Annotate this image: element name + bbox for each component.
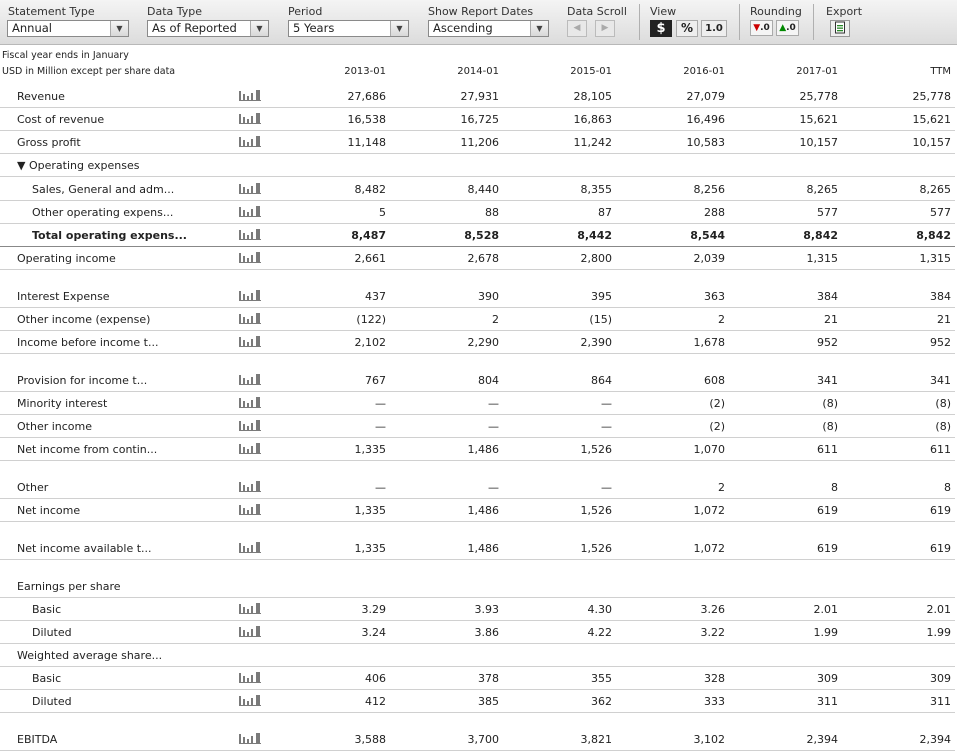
cell-value: 16,725 — [460, 113, 499, 126]
cell-value: 1,335 — [354, 443, 386, 456]
cell-value: 1,315 — [919, 252, 951, 265]
row-label: Diluted — [32, 695, 72, 708]
view-ratio-button[interactable]: 1.0 — [701, 20, 727, 37]
bar-chart-icon[interactable] — [239, 252, 261, 263]
row-label: Provision for income t... — [17, 374, 148, 387]
cell-value: 8,487 — [351, 229, 386, 242]
view-label: View — [650, 5, 677, 18]
row-label: Other income (expense) — [17, 313, 151, 326]
cell-value: 21 — [937, 313, 951, 326]
cell-value: (8) — [822, 397, 838, 410]
period-label: Period — [288, 5, 323, 18]
column-header: TTM — [930, 66, 951, 77]
table-row[interactable] — [0, 130, 955, 154]
cell-value: 8,265 — [919, 183, 951, 196]
bar-chart-icon[interactable] — [239, 481, 261, 492]
cell-value: 8,842 — [803, 229, 838, 242]
cell-value: 8,256 — [693, 183, 725, 196]
round-down-label: .0 — [760, 23, 770, 33]
table-row[interactable] — [0, 200, 955, 224]
row-label: Total operating expens... — [32, 229, 187, 242]
cell-value: 1,486 — [467, 443, 499, 456]
data-scroll-label: Data Scroll — [567, 5, 627, 18]
show-report-dates-label: Show Report Dates — [428, 5, 534, 18]
cell-value: 8 — [944, 481, 951, 494]
row-label: Net income available t... — [17, 542, 152, 555]
cell-value: 1.99 — [926, 626, 951, 639]
cell-value: 25,778 — [799, 90, 838, 103]
cell-value: 8 — [831, 481, 838, 494]
bar-chart-icon[interactable] — [239, 542, 261, 553]
toolbar — [0, 0, 957, 45]
table-row — [0, 153, 955, 177]
cell-value: 577 — [930, 206, 951, 219]
cell-value: 362 — [591, 695, 612, 708]
cell-value: 3.26 — [700, 603, 725, 616]
cell-value: 952 — [930, 336, 951, 349]
cell-value: 2 — [718, 481, 725, 494]
cell-value: 2,394 — [806, 733, 838, 746]
cell-value: (2) — [709, 397, 725, 410]
table-row[interactable] — [0, 437, 955, 461]
cell-value: 3,821 — [580, 733, 612, 746]
cell-value: (8) — [935, 420, 951, 433]
bar-chart-icon[interactable] — [239, 229, 261, 240]
cell-value: 341 — [930, 374, 951, 387]
cell-value: 8,440 — [467, 183, 499, 196]
cell-value: 2,039 — [693, 252, 725, 265]
cell-value: 8,544 — [690, 229, 725, 242]
cell-value: — — [601, 397, 612, 410]
row-label: Other — [17, 481, 49, 494]
cell-value: 2,800 — [580, 252, 612, 265]
table-row[interactable] — [0, 368, 955, 392]
cell-value: 3.86 — [474, 626, 499, 639]
column-header: 2015-01 — [570, 66, 612, 77]
table-row[interactable] — [0, 689, 955, 713]
period-dropdown[interactable] — [288, 20, 409, 37]
cell-value: 1,486 — [467, 542, 499, 555]
cell-value: 8,528 — [464, 229, 499, 242]
bar-chart-icon[interactable] — [239, 695, 261, 706]
cell-value: 804 — [478, 374, 499, 387]
bar-chart-icon[interactable] — [239, 113, 261, 124]
statement-type-label: Statement Type — [8, 5, 95, 18]
row-label: Diluted — [32, 626, 72, 639]
bar-chart-icon[interactable] — [239, 420, 261, 431]
cell-value: 288 — [704, 206, 725, 219]
bar-chart-icon[interactable] — [239, 183, 261, 194]
fiscal-year-note: Fiscal year ends in January — [2, 50, 129, 61]
round-up-button[interactable] — [776, 20, 799, 36]
table-row[interactable] — [0, 391, 955, 415]
cell-value: 385 — [478, 695, 499, 708]
row-label: Interest Expense — [17, 290, 110, 303]
export-document-icon — [834, 21, 846, 34]
table-row — [0, 643, 955, 667]
cell-value: 577 — [817, 206, 838, 219]
cell-value: — — [488, 481, 499, 494]
cell-value: 3.93 — [474, 603, 499, 616]
cell-value: 384 — [817, 290, 838, 303]
cell-value: 1,678 — [693, 336, 725, 349]
view-dollar-button[interactable]: $ — [650, 20, 672, 37]
table-row[interactable] — [0, 177, 955, 201]
cell-value: 406 — [365, 672, 386, 685]
period-value: 5 Years — [293, 21, 335, 35]
cell-value: 952 — [817, 336, 838, 349]
cell-value: 28,105 — [573, 90, 612, 103]
cell-value: — — [601, 420, 612, 433]
cell-value: 2,102 — [354, 336, 386, 349]
cell-value: 2,678 — [467, 252, 499, 265]
cell-value: (122) — [356, 313, 386, 326]
scroll-right-button[interactable] — [595, 20, 615, 37]
cell-value: 1,072 — [693, 504, 725, 517]
divider — [739, 4, 740, 40]
export-button[interactable] — [830, 20, 850, 37]
cell-value: 25,778 — [912, 90, 951, 103]
cell-value: 2,390 — [580, 336, 612, 349]
bar-chart-icon[interactable] — [239, 504, 261, 515]
cell-value: 16,538 — [347, 113, 386, 126]
row-label: Income before income t... — [17, 336, 159, 349]
cell-value: 341 — [817, 374, 838, 387]
table-row[interactable] — [0, 536, 955, 560]
cell-value: 4.22 — [587, 626, 612, 639]
cell-value: 611 — [817, 443, 838, 456]
cell-value: 15,621 — [799, 113, 838, 126]
cell-value: (8) — [935, 397, 951, 410]
row-label: Weighted average share... — [17, 649, 163, 662]
cell-value: 309 — [930, 672, 951, 685]
bar-chart-icon[interactable] — [239, 313, 261, 324]
row-label: Other operating expens... — [32, 206, 174, 219]
row-label: Operating income — [17, 252, 116, 265]
table-row[interactable] — [0, 666, 955, 690]
cell-value: 311 — [930, 695, 951, 708]
export-label: Export — [826, 5, 863, 18]
cell-value: 27,079 — [686, 90, 725, 103]
cell-value: 437 — [365, 290, 386, 303]
row-label: Revenue — [17, 90, 65, 103]
cell-value: 11,242 — [573, 136, 612, 149]
cell-value: 2 — [492, 313, 499, 326]
cell-value: 619 — [817, 542, 838, 555]
table-row[interactable] — [0, 246, 955, 270]
table-row[interactable] — [0, 330, 955, 354]
cell-value: 3.22 — [700, 626, 725, 639]
cell-value: 15,621 — [912, 113, 951, 126]
cell-value: 384 — [930, 290, 951, 303]
bar-chart-icon[interactable] — [239, 136, 261, 147]
cell-value: 11,148 — [347, 136, 386, 149]
bar-chart-icon[interactable] — [239, 397, 261, 408]
cell-value: — — [488, 420, 499, 433]
row-label: Other income — [17, 420, 93, 433]
cell-value: 619 — [930, 504, 951, 517]
cell-value: 1,526 — [580, 443, 612, 456]
cell-value: 390 — [478, 290, 499, 303]
units-note: USD in Million except per share data — [2, 66, 176, 77]
table-row[interactable] — [0, 414, 955, 438]
table-row[interactable] — [0, 284, 955, 308]
cell-value: 2.01 — [813, 603, 838, 616]
column-header: 2013-01 — [344, 66, 386, 77]
table-row[interactable] — [0, 84, 955, 108]
cell-value: 16,863 — [573, 113, 612, 126]
cell-value: — — [375, 481, 386, 494]
table-row[interactable] — [0, 223, 955, 247]
rounding-label: Rounding — [750, 5, 802, 18]
scroll-left-button[interactable] — [567, 20, 587, 37]
row-label: Sales, General and adm... — [32, 183, 175, 196]
cell-value: 608 — [704, 374, 725, 387]
cell-value: 8,355 — [580, 183, 612, 196]
row-label: Net income — [17, 504, 81, 517]
chevron-down-icon: ▼ — [530, 21, 548, 36]
cell-value: 619 — [817, 504, 838, 517]
chevron-down-icon: ▼ — [110, 21, 128, 36]
show-report-dates-value: Ascending — [433, 21, 493, 35]
divider — [639, 4, 640, 40]
cell-value: 8,482 — [354, 183, 386, 196]
data-type-dropdown[interactable] — [147, 20, 269, 37]
cell-value: 1,335 — [354, 504, 386, 517]
table-row[interactable] — [0, 597, 955, 621]
cell-value: 27,931 — [460, 90, 499, 103]
cell-value: 1.99 — [813, 626, 838, 639]
cell-value: 8,842 — [916, 229, 951, 242]
triangle-up-icon: ▲ — [779, 23, 787, 33]
table-row[interactable] — [0, 107, 955, 131]
table-row[interactable] — [0, 498, 955, 522]
cell-value: 1,335 — [354, 542, 386, 555]
cell-value: 1,315 — [806, 252, 838, 265]
cell-value: 2,661 — [354, 252, 386, 265]
chevron-down-icon: ▼ — [250, 21, 268, 36]
row-label: Gross profit — [17, 136, 81, 149]
chevron-down-icon: ▼ — [390, 21, 408, 36]
show-report-dates-dropdown[interactable] — [428, 20, 549, 37]
bar-chart-icon[interactable] — [239, 603, 261, 614]
cell-value: 611 — [930, 443, 951, 456]
column-header: 2016-01 — [683, 66, 725, 77]
cell-value: 11,206 — [460, 136, 499, 149]
row-label: EBITDA — [17, 733, 58, 746]
row-label: Basic — [32, 603, 62, 616]
row-label[interactable]: ▼ Operating expenses — [17, 159, 140, 172]
cell-value: 619 — [930, 542, 951, 555]
cell-value: 3,588 — [354, 733, 386, 746]
cell-value: 3.29 — [361, 603, 386, 616]
bar-chart-icon[interactable] — [239, 90, 261, 101]
cell-value: 2,394 — [919, 733, 951, 746]
table-row — [0, 574, 955, 598]
bar-chart-icon[interactable] — [239, 672, 261, 683]
round-down-button[interactable] — [750, 20, 773, 36]
cell-value: 2 — [718, 313, 725, 326]
cell-value: 1,072 — [693, 542, 725, 555]
bar-chart-icon[interactable] — [239, 336, 261, 347]
cell-value: (2) — [709, 420, 725, 433]
table-row[interactable] — [0, 307, 955, 331]
cell-value: (15) — [589, 313, 612, 326]
cell-value: (8) — [822, 420, 838, 433]
cell-value: — — [488, 397, 499, 410]
cell-value: 10,157 — [912, 136, 951, 149]
cell-value: 1,526 — [580, 542, 612, 555]
data-type-label: Data Type — [147, 5, 203, 18]
bar-chart-icon[interactable] — [239, 206, 261, 217]
cell-value: 8,442 — [577, 229, 612, 242]
cell-value: 864 — [591, 374, 612, 387]
cell-value: — — [375, 420, 386, 433]
row-label: Earnings per share — [17, 580, 121, 593]
view-percent-button[interactable]: % — [676, 20, 698, 37]
cell-value: 3,700 — [467, 733, 499, 746]
cell-value: 355 — [591, 672, 612, 685]
cell-value: 87 — [598, 206, 612, 219]
bar-chart-icon[interactable] — [239, 443, 261, 454]
cell-value: 378 — [478, 672, 499, 685]
bar-chart-icon[interactable] — [239, 733, 261, 744]
column-header: 2014-01 — [457, 66, 499, 77]
cell-value: 333 — [704, 695, 725, 708]
cell-value: 1,526 — [580, 504, 612, 517]
table-row[interactable] — [0, 620, 955, 644]
arrow-left-icon: ◀ — [573, 23, 581, 33]
round-up-label: .0 — [786, 23, 796, 33]
cell-value: 3.24 — [361, 626, 386, 639]
cell-value: 1,070 — [693, 443, 725, 456]
bar-chart-icon[interactable] — [239, 374, 261, 385]
cell-value: 309 — [817, 672, 838, 685]
bar-chart-icon[interactable] — [239, 290, 261, 301]
cell-value: 8,265 — [806, 183, 838, 196]
row-label: Net income from contin... — [17, 443, 158, 456]
cell-value: 27,686 — [347, 90, 386, 103]
row-label: Minority interest — [17, 397, 108, 410]
cell-value: 2,290 — [467, 336, 499, 349]
column-header: 2017-01 — [796, 66, 838, 77]
cell-value: — — [601, 481, 612, 494]
cell-value: 16,496 — [686, 113, 725, 126]
cell-value: 395 — [591, 290, 612, 303]
triangle-down-icon: ▼ — [753, 23, 761, 33]
cell-value: 10,157 — [799, 136, 838, 149]
cell-value: 3,102 — [693, 733, 725, 746]
cell-value: 412 — [365, 695, 386, 708]
cell-value: 767 — [365, 374, 386, 387]
cell-value: — — [375, 397, 386, 410]
cell-value: 363 — [704, 290, 725, 303]
table-row[interactable] — [0, 727, 955, 751]
cell-value: 328 — [704, 672, 725, 685]
table-row[interactable] — [0, 475, 955, 499]
cell-value: 10,583 — [686, 136, 725, 149]
cell-value: 21 — [824, 313, 838, 326]
statement-type-dropdown[interactable] — [7, 20, 129, 37]
row-label: Basic — [32, 672, 62, 685]
cell-value: 4.30 — [587, 603, 612, 616]
cell-value: 311 — [817, 695, 838, 708]
cell-value: 2.01 — [926, 603, 951, 616]
row-label: Cost of revenue — [17, 113, 105, 126]
statement-type-value: Annual — [12, 21, 52, 35]
bar-chart-icon[interactable] — [239, 626, 261, 637]
divider — [813, 4, 814, 40]
data-type-value: As of Reported — [152, 21, 237, 35]
cell-value: 1,486 — [467, 504, 499, 517]
cell-value: 88 — [485, 206, 499, 219]
arrow-right-icon: ▶ — [601, 23, 609, 33]
cell-value: 5 — [379, 206, 386, 219]
